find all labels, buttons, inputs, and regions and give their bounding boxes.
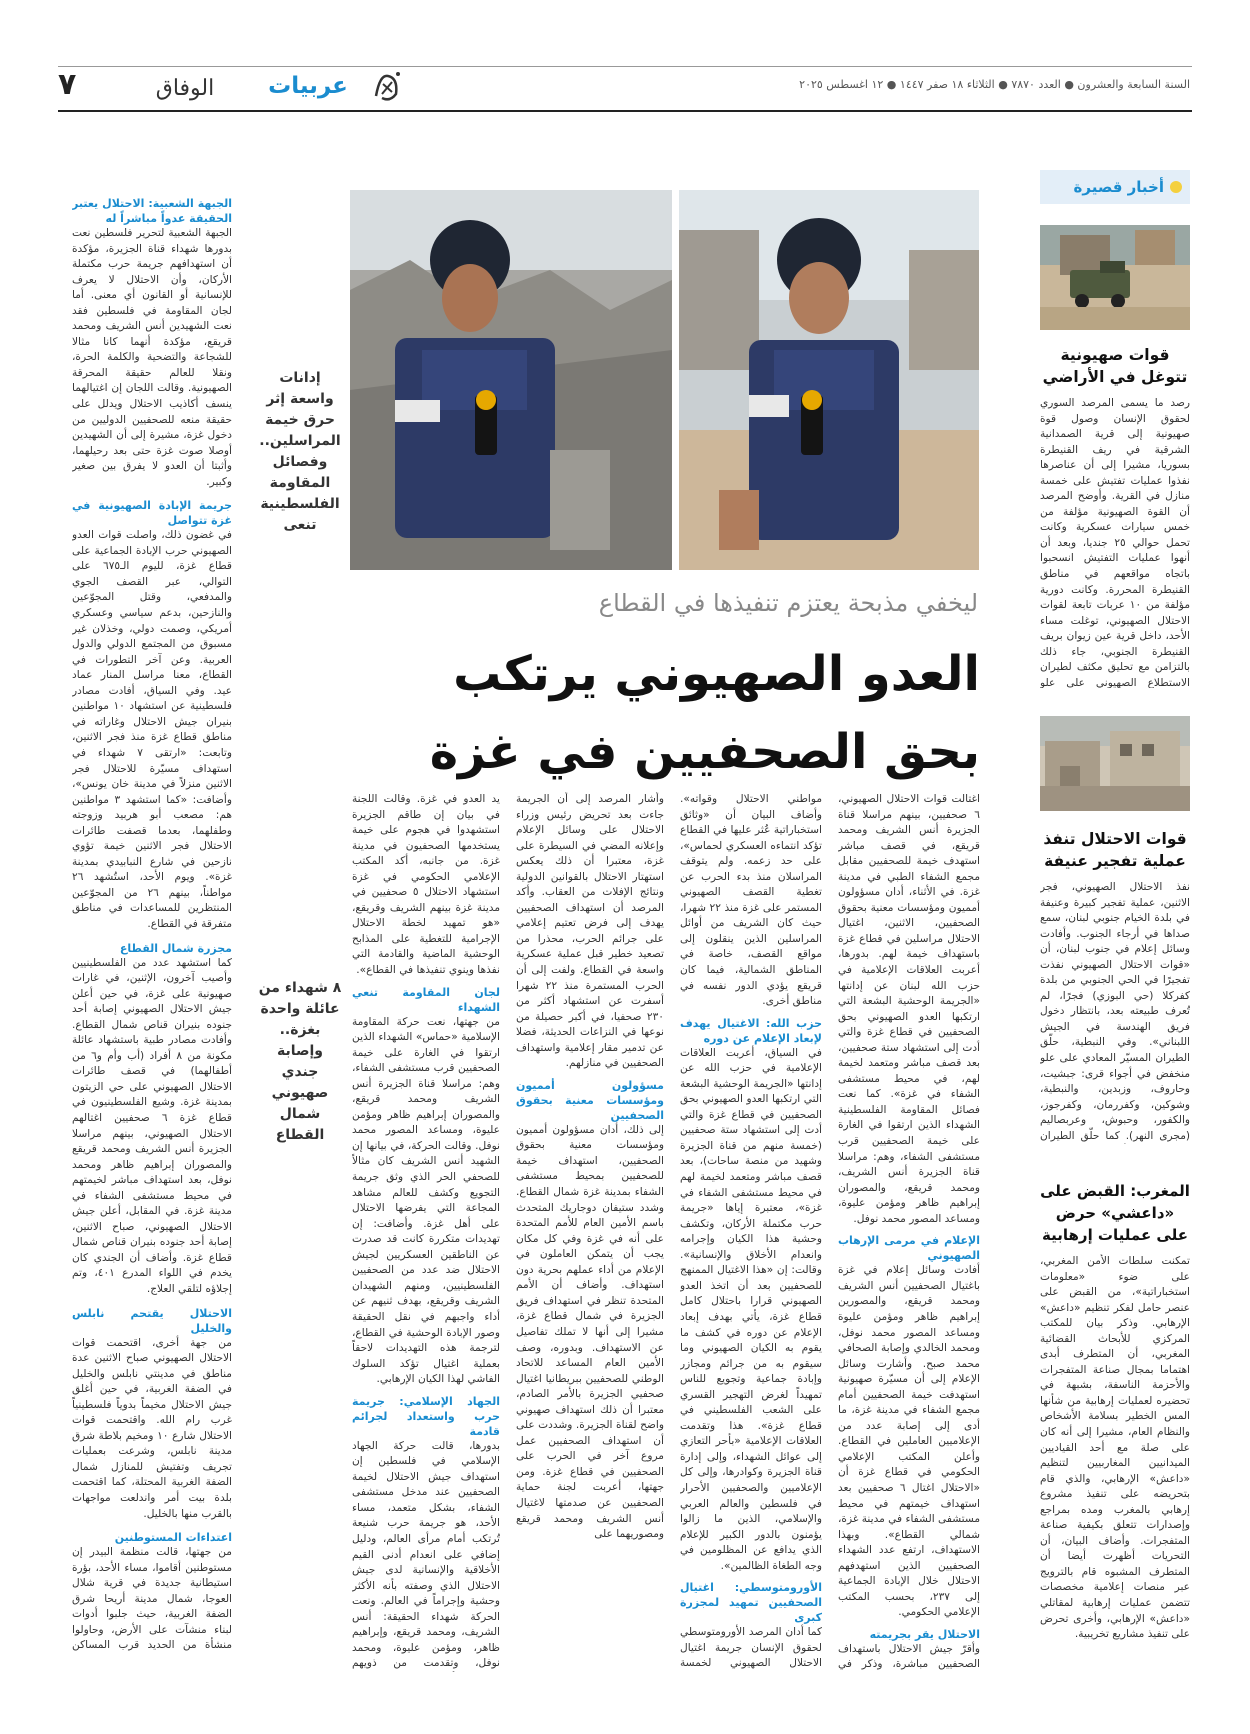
article-col3: وأشار المرصد إلى أن الجريمة جاءت بعد تحريض رئيس وزراء الاحتلال على وسائل الإعلام وإعلانه المضي في السيطرة على غزة، معتبرا أن ذلك يعكس استهتار الاحتلال بالقوانين الدولية ونتائج الإفلات من العقاب. وأكد المرصد أن استهداف الصحفيين يهدف إلى فرض تعتيم إعلامي على جرائم الحرب، محذرا من تصعيد خطير قبل عملية عسكرية واسعة في القطاع. ولفت إلى أن الحرب المستمرة منذ ٢٢ شهرا أسفرت عن استشهاد أكثر من ٢٣٠ صحفيا، في أكبر حصيلة من نوعها في النزاعات الحديثة، فضلا عن تدمير مقار إعلامية واستهداف الصحفيين في منازلهم. مسؤولون أمميون ومؤسسات معنية بحقوق الصحفيين إلى ذلك، أدان مسؤولون أمميون ومؤسسات معنية بحقوق الصحفيين، استهداف خيمة للصحفيين بمحيط مستشفى الشفاء بمدينة غزة شمال القطاع. وشدد ستيفان دوجاريك المتحدث باسم الأمين العام للأمم المتحدة على أنه في غزة وفي كل مكان يجب أن يتمكن العاملون في الإعلام من أداء عملهم بحرية دون استهداف. وأضاف أن الأمم المتحدة تنظر في استهداف فريق الجزيرة في شمال قطاع غزة، مشيرا إلى أنها لا تملك تفاصيل عن الاستهداف. وبدوره، وصف الأمين العام المساعد للاتحاد الوطني للصحفيين ببريطانيا اغتيال صحفيي الجزيرة بالأمر الصادم، معتبرا أن ذلك استهداف صهيوني واضح لقناة الجزيرة. وشددت على أن استهداف الصحفيين عمل مروع آخر في الحرب على الصحفيين في قطاع غزة. ومن جهتها، أعربت لجنة حماية الصحفيين عن صدمتها لاغتيال أنس الشريف ومحمد قريقع ومصوريهما على — [516, 793, 664, 1541]
journalist-photo-left — [350, 190, 672, 570]
news2-body: نفذ الاحتلال الصهيوني، فجر الاثنين، عملية تفجير كبيرة وعنيفة في بلدة الخيام جنوبي لبنان، سمع صداها في أرجاء الجنوب. وأفادت وسائل إعلام في جنوب لبنان، أن «قوات الاحتلال الصهيوني نفذت تفجيرًا في الحي الجنوبي من بلدة كفركلا (حي البوزي) فجرًا، لم تُعرف طبيعته بعد، بانتظار دخول فريق الهندسة في الجيش اللبناني». وفي النبطية، حلّق الطيران المسيّر المعادي على علو منخفض في أجواء قرى: جبشيت، وحاروف، وزبدين، والنبطية، وشوكين، وكفررمان، وكفرجوز، والكفور، وحبوش، وعربصاليم (مجرى النهر). كما حلّق الطيران — [1040, 881, 1190, 1142]
news2-title: قوات الاحتلال تنفذ عملية تفجير عنيفة — [1043, 830, 1187, 870]
issue-info: السنة السابعة والعشرون ● العدد ٧٨٧٠ ● الثلاثاء ١٨ صفر ١٤٤٧ ● ١٢ اغسطس ٢٠٢٥ — [799, 78, 1190, 91]
page-number: ٧ — [58, 67, 77, 102]
headline-line2: بحق الصحفيين في غزة — [429, 724, 980, 780]
yellow-dot-icon — [1170, 181, 1182, 193]
callout-condemnations: إدانات واسعة إثر حرق خيمة المراسلين.. وفصائل المقاومة الفلسطينية تنعى — [259, 370, 341, 533]
lebanon-explosion-photo — [1040, 716, 1190, 811]
newspaper-logo: الوفاق — [155, 76, 215, 101]
article-col4: يد العدو في غزة. وقالت اللجنة في بيان إن طاقم الجزيرة استشهدوا في هجوم على خيمة يستخدمها الصحفيون في مدينة غزة. من جانبه، أكد المكتب الإعلامي الحكومي في غزة استشهاد الاحتلال ٥ صحفيين في مدينة غزة بينهم الشريف وقريقع، «هو تمهيد لخطة الاحتلال الإجرامية للتغطية على المذابح الوحشية الماضية والقادمة التي نفذها وينوي تنفيذها في القطاع». لجان المقاومة تنعي الشهداء من جهتها، نعت حركة المقاومة الإسلامية «حماس» الشهداء الذين ارتقوا في الغارة على خيمة الصحفيين قرب مستشفى الشفاء، وهم: مراسلا قناة الجزيرة أنس الشريف ومحمد قريقع، والمصوران إبراهيم ظاهر ومؤمن عليوة، ومساعد المصور محمد نوفل. وقالت الحركة، في بيانها إن الشهيد أنس الشريف كان مثالاً للصحفي الحر الذي وثق جريمة التجويع وكشف للعالم مشاهد المجاعة التي يفرضها الاحتلال على أهل غزة. وأضافت: إن تهديدات متكررة كانت قد صدرت عن الناطقين العسكريين لجيش الاحتلال ضد عدد من الصحفيين الفلسطينيين، ومنهم الشهيدان الشريف وقريقع، بهدف ثنيهم عن أداء واجبهم في نقل الحقيقة وصور الإبادة الوحشية في القطاع، لترجمة هذه التهديدات لاحقاً بعملية اغتيال تؤكد السلوك الفاشي لهذا الكيان الإرهابي. الجهاد الإسلامي: جريمة حرب واستعداد لجرائم قادمة بدورها، قالت حركة الجهاد الإسلامي في فلسطين إن استهداف جيش الاحتلال لخيمة الصحفيين عند مدخل مستشفى الشفاء، بشكل متعمد، مساء الأحد، هو جريمة حرب شنيعة تُرتكب أمام مرأى العالم، ودليل إضافي على انعدام أدنى القيم الأخلاقية والإنسانية لدى جيش الاحتلال الذي وصفته بأنه الأكثر وحشية وإجراماً في العالم. ونعت الحركة شهداء الحقيقة: أنس الشريف، ومحمد قريقع، وإبراهيم ظاهر، ومؤمن عليوة، ومحمد نوفل، وتقدمت من ذويهم — [352, 793, 500, 1670]
news1-body: رصد ما يسمى المرصد السوري لحقوق الإنسان وصول قوة صهيونية إلى قرية الصمدانية الشرقية في ريف القنيطرة بسوريا، مشيرا إلى أن عناصرها نفذوا عمليات تفتيش على خمسة منازل في القرية. وأوضح المرصد أن القوة الصهيونية مؤلفة من خمس سيارات عسكرية وكانت تحمل حوالي ٢٥ جنديا، وبعد أن أنهوا عمليات التفتيش انسحبوا باتجاه مواقعهم في مناطق القنيطرة المحررة. وكانت دورية مؤلفة من ١٠ عربات تابعة لقوات الاحتلال الصهيوني، توغلت مساء الأحد، داخل قرية عين زيوان بريف القنيطرة الجنوبي، جاء ذلك بالتزامن مع تحليق مكثف لطيران الاستطلاع الصهيوني على علو — [1040, 397, 1190, 688]
article-col2: مواطني الاحتلال وقواته». وأضاف البيان أن «وثائق استخباراتية عُثر عليها في القطاع تؤكد انتماءه العسكري لحماس»، على حد زعمه. ولم يتوقف المراسلان منذ بدء الحرب عن تغطية القصف الصهيوني المستمر على غزة منذ ٢٢ شهرا، حيث كان الشريف من أوائل المراسلين الذين ينقلون إلى مواقع القصف، خاصة في المناطق الشمالية، فيما كان قريقع يؤدي الدور نفسه في مناطق أخرى. حزب الله: الاغتيال يهدف لإبعاد الإعلام عن دوره في السياق، أعربت العلاقات الإعلامية في حزب الله عن إدانتها «الجريمة الوحشية البشعة التي ارتكبها العدو الصهيوني بحق الصحفيين في قطاع غزة والتي أدت إلى استشهاد ستة صحفيين (خمسة منهم من قناة الجزيرة وشهيد من منصة ساحات)، بعد قصف مباشر ومتعمد لخيمة لهم في محيط مستشفى الشفاء في غزة»، معتبرة إياها «جريمة حرب مكتملة الأركان، وتكشف وحشية هذا الكيان وإجرامه وانعدام الأخلاق والإنسانية». وقالت: إن «هذا الاغتيال الممنهج للصحفيين بعد أن اتخذ العدو الصهيوني قرارا باحتلال كامل قطاع غزة، يأتي بهدف إبعاد الإعلام عن دوره في كشف ما يقوم به الكيان الصهيوني وما سيقوم به من جرائم ومجازر وإبادة جماعية وتجويع للناس تمهيداً لغرض التهجير القسري على الشعب الفلسطيني في قطاع غزة». هذا وتقدمت العلاقات الإعلامية «بأحر التعازي إلى عوائل الشهداء، وإلى إدارة قناة الجزيرة وكوادرها، وإلى كل الإعلاميين والصحفيين الأحرار في فلسطين والعالم العربي والإسلامي، الذين ما زالوا يؤمنون بالدور الكبير للإعلام الذي يدافع عن المظلومين في وجه الطغاة الظالمين». الأورومتوسطي: اغتيال الصحفيين تمهيد لمجزرة كبرى كما أدان المرصد الأورومتوسطي لحقوق الإنسان جريمة اغتيال الاحتلال الصهيوني لخمسة — [680, 793, 822, 1670]
syria-incursion-photo — [1040, 225, 1190, 330]
headline-line1: العدو الصهيوني يرتكب — [453, 646, 980, 702]
article-kicker: ليخفي مذبحة يعتزم تنفيذها في القطاع — [598, 589, 978, 617]
news1-title: قوات صهيونية تتوغل في الأراضي — [1042, 346, 1188, 386]
callout-martyrs: ٨ شهداء من عائلة واحدة بغزة.. وإصابة جندي صهيوني شمال القطاع — [258, 980, 342, 1143]
short-news-header: أخبار قصيرة — [1040, 170, 1190, 204]
journalist-photo-right — [679, 190, 979, 570]
section-label: عربيات — [268, 73, 348, 99]
news3-title: المغرب: القبض على «داعشي» حرض على عمليات إرهابية — [1040, 1182, 1190, 1244]
article-col1: اغتالت قوات الاحتلال الصهيوني، ٦ صحفيين، بينهم مراسلا قناة الجزيرة أنس الشريف ومحمد قريقع، في قصف مباشر استهدف خيمة للصحفيين مقابل مجمع الشفاء الطبي في مدينة غزة. في الأثناء، أدان مسؤولون أمميون ومؤسسات معنية بحقوق الصحفيين، الاثنين، اغتيال الاحتلال مراسلين في قطاع غزة باستهداف خيمة لهم. بدورها، أعربت العلاقات الإعلامية في حزب الله لبنان عن إدانتها «الجريمة الوحشية البشعة التي ارتكبها العدو الصهيوني بحق الصحفيين في قطاع غزة والتي أدت إلى استشهاد ستة صحفيين، بعد قصف مباشر ومتعمد لخيمة لهم، في محيط مستشفى الشفاء في غزة». كما نعت فصائل المقاومة الفلسطينية الشهداء الذين ارتقوا في الغارة على خيمة الصحفيين قرب مستشفى الشفاء، وهم: مراسلا قناة الجزيرة أنس الشريف، ومحمد قريقع، والمصوران إبراهيم ظاهر ومؤمن عليوة، ومساعد المصور محمد نوفل. الإعلام في مرمى الإرهاب الصهيوني أفادت وسائل إعلام في غزة باغتيال الصحفيين أنس الشريف ومحمد قريقع، والمصورين إبراهيم ظاهر ومؤمن عليوة ومساعد المصور محمد نوفل، ومحمد الخالدي وإصابة الصحافي محمد صبح. وأشارت وسائل الإعلام إلى أن مسيّرة صهيونية استهدفت خيمة الصحفيين أمام مجمع الشفاء في مدينة غزة، ما أدى إلى إصابة عدد من الإعلاميين العاملين في القطاع. وأعلن المكتب الإعلامي الحكومي في قطاع غزة أن «الاحتلال اغتال ٦ صحفيين بعد استهداف خيمتهم في محيط مستشفى الشفاء في مدينة غزة، شمالي القطاع». وبهذا الاستهداف، ارتفع عدد الشهداء الصحفيين الذين استهدفهم الاحتلال خلال الإبادة الجماعية إلى ٢٣٧، بحسب المكتب الإعلامي الحكومي. الاحتلال يقر بجريمته وأقرّ جيش الاحتلال باستهداف الصحفيين مباشرة، وذكر في — [838, 793, 980, 1671]
emblem-logo — [368, 66, 406, 106]
news3-body: تمكنت سلطات الأمن المغربي، على ضوء «معلومات استخباراتية»، من القبض على عنصر حامل لفكر تنظيم «داعش» الإرهابي. وذكر بيان للمكتب المركزي للأبحاث القضائية المغربي، أن المتطرف أبدى اهتماما بمجال صناعة المتفجرات والأحزمة الناسفة، بشبهة في تحضيره لعمليات إرهابية من شأنها المس الخطير بسلامة الأشخاص والنظام العام، مشيرا إلى أنه كان على صلة مع أحد القياديين الميدانيين المغاربيين لتنظيم «داعش» الإرهابي، والذي قام بتحريضه على تنفيذ مشروع إرهابي بالمغرب ومده بمراجع وإصدارات تتعلق بكيفية صناعة المتفجرات. وأضاف البيان، أن التحريات أظهرت أيضا أن المتطرف المشبوه قام بالترويج عبر منصات إعلامية مخصصات تتضمن عمليات إرهابية لمقاتلي «داعش» الإرهابي، وأخرى تحرض على تنفيذ مشاريع تخريبية. — [1040, 1255, 1190, 1641]
left-panel-text: الجبهة الشعبية: الاحتلال يعتبر الحقيقة عدواً مباشراً له الجبهة الشعبية لتحرير فلسطين نعت بدورها شهداء قناة الجزيرة، مؤكدة أن استهدافهم جريمة حرب مكتملة الأركان، وأن الاحتلال لا يعرف للإنسانية أو القانون أي معنى. أما لجان المقاومة في فلسطين فقد نعت الشهيدين أنس الشريف ومحمد قريقع، مؤكدة أنهما كانا مثالا للشجاعة والتضحية والكلمة الحرة، ونقلا للعالم حقيقة المحرقة الصهيونية. وقالت اللجان إن اغتيالهما ينسف أكاذيب الاحتلال ويدلل على حقيقة منعه للصحفيين الدوليين من دخول غزة، مشيرة إلى أن الشهيدين أوصلا صوت غزة حتى بعد رحيلهما، وأثبتا أن العدو لا يفرق بين صغير وكبير. جريمة الإبادة الصهيونية في غزة تتواصل في غضون ذلك، واصلت قوات العدو الصهيوني حرب الإبادة الجماعية على قطاع غزة، لليوم الـ٦٧٥ على التوالي، عبر القصف الجوي والمدفعي، وقتل المجوّعين والنازحين، بدعم سياسي وعسكري أمريكي، وصمت دولي، وخذلان غير مسبوق من المجتمع الدولي والدول العربية. وعن آخر التطورات في القطاع، معنا مراسل المنار عماد عيد. وفي السياق، أفادت مصادر فلسطينية عن استشهاد ١٠ مواطنين بنيران جيش الاحتلال وغاراته في مناطق قطاع غزة منذ فجر الاثنين، وتابعت: «ارتقى ٧ شهداء في استهداف مسيّرة للاحتلال فجر الاثنين منزلاً في مدينة خان يونس»، وأضافت: «كما استشهد ٣ مواطنين هم: مصعب أبو هربيد وزوجته وطفلهما، بعدما قصفت طائرات الاحتلال فجر الاثنين خيمة تؤوي نازحين في شارع النبابيدي بمدينة غزة». ويوم الأحد، استُشهد ٢٦ مواطناً، بينهم ٢٦ من المجوّعين المنتظرين للمساعدات في مناطق متفرقة في القطاع. مجزرة شمال القطاع كما استشهد عدد من الفلسطينيين وأصيب آخرون، الإثنين، في غارات صهيونية على غزة، في حين أعلن جيش الاحتلال الصهيوني إصابة أحد جنوده بنيران قناص شمال القطاع. وأفادت مصادر طبية باستشهاد عائلة مكونة من ٨ أفراد (أب وأم و٦ من أطفالهما) في قصف طائرات الاحتلال الصهيوني على حي الزيتون بمدينة غزة. وشيع الفلسطينيون في قطاع غزة ٦ صحفيين اغتالهم الاحتلال الصهيوني، بينهم مراسلا الجزيرة أنس الشريف ومحمد قريقع والمصوران إبراهيم ظاهر ومحمد نوفل، بعد استهداف مباشر لخيمتهم في محيط مستشفى الشفاء في مدينة غزة. في المقابل، أعلن جيش الاحتلال الصهيوني، صباح الاثنين، إصابة أحد جنوده بنيران قناص شمال قطاع غزة. وأضاف أن الجندي كان يخدم في اللواء المدرع ٤٠١، وتم إجلاؤه لتلقي العلاج. الاحتلال يقتحم نابلس والخليل من جهة أخرى، اقتحمت قوات الاحتلال الصهيوني صباح الاثنين عدة مناطق في مدينتي نابلس والخليل في الضفة الغربية، في حين أغلق جيش الاحتلال مخيماً بدوياً فلسطينياً غرب رام الله. واقتحمت قوات الاحتلال شارع ١٠ ومخيم بلاطة شرق مدينة نابلس، وشرعت بعمليات تجريف وتفتيش للمنازل شمال الضفة الغربية المحتلة، كما اقتحمت بلدة بيت أمر واندلعت مواجهات بالقرب منها بالخليل. اعتداءات المستوطنين من جهتها، قالت منظمة البيدر إن مستوطنين أقاموا، مساء الأحد، بؤرة استيطانية جديدة في قرية شلال العوجا، شمال مدينة أريحا شرق الضفة الغربية، حيث جلبوا أدوات لبناء منشآت على الأرض، وحاولوا منشأة من الحديد قرب المساكن — [72, 197, 232, 1652]
